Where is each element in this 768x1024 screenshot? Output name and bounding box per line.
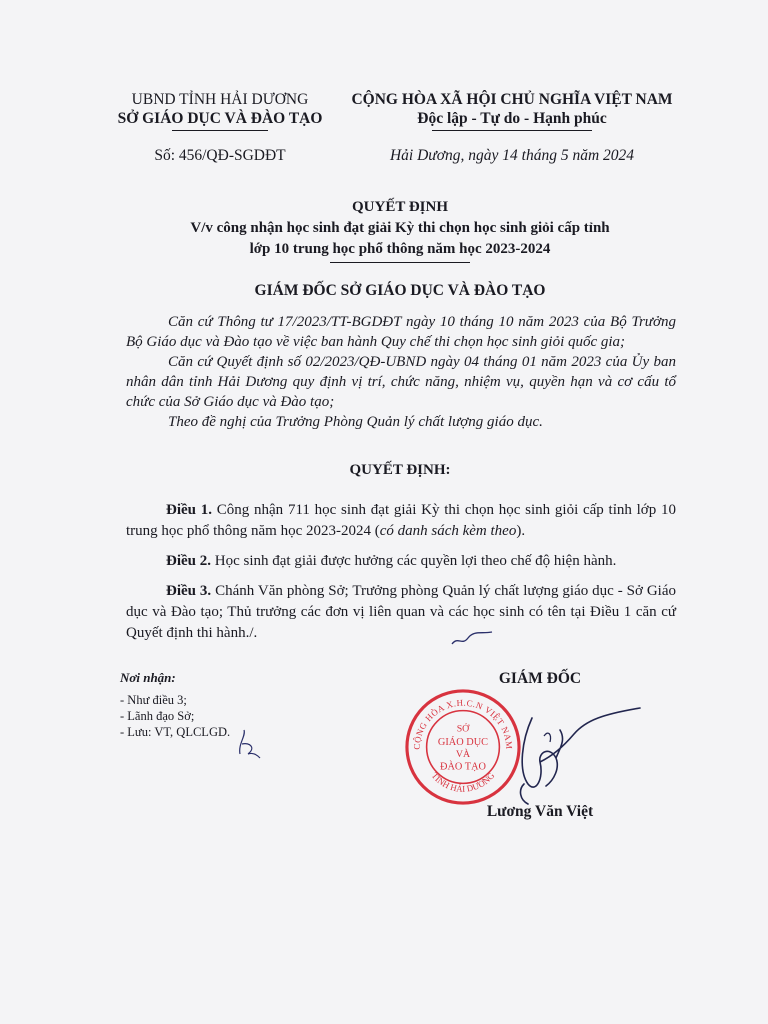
title-block — [140, 197, 660, 260]
seal-line-2: GIÁO DỤC — [437, 737, 489, 749]
doc-type: QUYẾT ĐỊNH — [352, 199, 448, 215]
subject-line-1: V/v công nhận học sinh đạt giải Kỳ thi chọn học sinh giỏi cấp tỉnh — [190, 220, 610, 236]
preamble-clause-3: Theo đề nghị của Trưởng Phòng Quản lý chất lượng giáo dục. — [168, 414, 543, 430]
preamble — [126, 312, 676, 432]
article-1-text: Công nhận 711 học sinh đạt giải Kỳ thi chọn học sinh giỏi cấp tỉnh lớp 10 trung học phổ thông năm học 2023-2024 ( — [126, 502, 676, 539]
agency-name: SỞ GIÁO DỤC VÀ ĐÀO TẠO — [117, 110, 323, 127]
seal-ring-text: CỘNG HÒA X.H.C.N VIỆT NAM — [411, 697, 515, 750]
article-2-label: Điều 2. — [166, 553, 211, 569]
signer-name: Lương Văn Việt — [486, 803, 594, 820]
agency-parent: UBND TỈNH HẢI DƯƠNG — [131, 91, 309, 108]
initial-mark-small-icon — [234, 726, 264, 760]
article-1-note: có danh sách kèm theo — [379, 523, 517, 539]
initial-mark-icon — [448, 628, 494, 650]
decide-heading: QUYẾT ĐỊNH: — [349, 462, 451, 478]
svg-text:TỈNH HẢI DƯƠNG — [430, 770, 497, 794]
article-3-label: Điều 3. — [166, 583, 212, 599]
seal-line-3: VÀ — [455, 748, 471, 760]
agency-underline — [172, 130, 268, 131]
authority-heading: GIÁM ĐỐC SỞ GIÁO DỤC VÀ ĐÀO TẠO — [254, 282, 546, 299]
seal-line-1: SỞ — [456, 723, 470, 735]
title-underline — [330, 262, 470, 263]
nation-motto: Độc lập - Tự do - Hạnh phúc — [417, 110, 607, 127]
signature-role: GIÁM ĐỐC — [498, 670, 582, 687]
seal-bottom-text: TỈNH HẢI DƯƠNG — [429, 770, 497, 794]
preamble-clause-2: Căn cứ Quyết định số 02/2023/QĐ-UBND ngày 04 tháng 01 năm 2023 của Ủy ban nhân dân tỉnh Hải Dương quy định vị trí, chức năng, nhiệm vụ, quyền hạn và cơ cấu tổ chức của Sở Giáo dục và Đào tạo; — [126, 354, 676, 410]
article-1-end: ). — [516, 523, 526, 539]
recipient-item: - Như điều 3; — [120, 693, 187, 707]
recipients — [120, 670, 320, 740]
document-number: Số: 456/QĐ-SGDĐT — [154, 147, 286, 164]
nation-block — [330, 90, 694, 128]
recipients-heading: Nơi nhận: — [120, 670, 176, 685]
recipient-item: - Lãnh đạo Sở; — [120, 709, 195, 723]
articles — [126, 500, 676, 644]
article-2 — [126, 551, 676, 572]
nation-name: CỘNG HÒA XÃ HỘI CHỦ NGHĨA VIỆT NAM — [351, 91, 673, 108]
preamble-clause-1: Căn cứ Thông tư 17/2023/TT-BGDĐT ngày 10 tháng 10 năm 2023 của Bộ Trưởng Bộ Giáo dục và Đào tạo về việc ban hành Quy chế thi chọn học sinh giỏi quốc gia; — [126, 314, 676, 350]
agency-block — [100, 90, 340, 128]
place-date: Hải Dương, ngày 14 tháng 5 năm 2024 — [389, 147, 635, 164]
article-2-text: Học sinh đạt giải được hưởng các quyền lợi theo chế độ hiện hành. — [211, 553, 617, 569]
article-1 — [126, 500, 676, 542]
motto-underline — [432, 130, 592, 131]
handwritten-signature-icon — [500, 700, 650, 810]
subject-line-2: lớp 10 trung học phổ thông năm học 2023-2024 — [249, 241, 551, 257]
article-3 — [126, 581, 676, 644]
recipient-item: - Lưu: VT, QLCLGD. — [120, 725, 231, 739]
seal-line-4: ĐÀO TẠO — [440, 761, 486, 773]
article-3-text: Chánh Văn phòng Sở; Trưởng phòng Quản lý chất lượng giáo dục - Sở Giáo dục và Đào tạo; Thủ trưởng các đơn vị liên quan và các học sinh có tên tại Điều 1 căn cứ Quyết định thi hành./. — [126, 583, 676, 641]
article-1-label: Điều 1. — [166, 502, 213, 518]
